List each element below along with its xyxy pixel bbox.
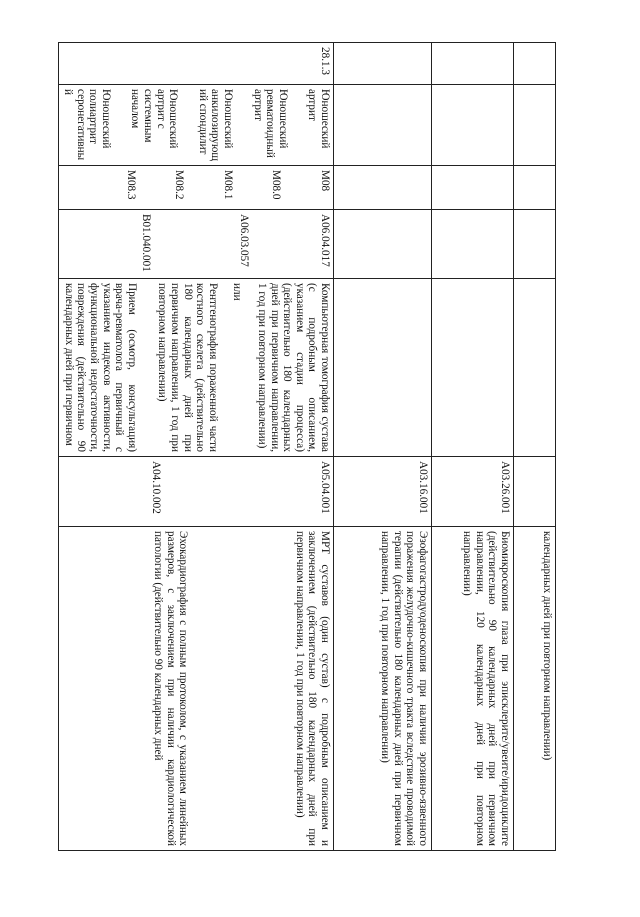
service-code-cell xyxy=(59,457,334,527)
research-text: Компьютерная томография сустава (с подробным описанием, указанием стадии процесса) (действительно 180 календарных дней при первичном направлении, 1 год при повторном направлении) xyxy=(256,283,331,452)
service-code: A05.04.001 xyxy=(319,461,331,514)
diagnosis-name: Юношеский артрит xyxy=(306,89,331,149)
diagnosis-name: Юношеский ревматоидный артрит xyxy=(251,89,289,158)
mkb-code: M08.1 xyxy=(221,170,234,200)
table-row xyxy=(59,43,334,851)
research-text: Рентгенография пораженной части костного скелета (действительно 180 календарных дней при первичном направлении, 1 год при повторном направлении) xyxy=(156,283,219,452)
table-row xyxy=(334,43,432,851)
research-text: Прием (осмотр, консультация) врача-ревматолога первичный с указанием индексов активности, функциональной недостаточности, повреждения (действительно 90 календарных дней при первичном xyxy=(62,283,138,452)
mkb-code: M08.2 xyxy=(173,170,186,200)
mkb-code: M08.0 xyxy=(270,170,283,200)
service-code: A04.10.002 xyxy=(150,461,163,514)
rotated-table-sheet xyxy=(62,42,556,850)
research-cell xyxy=(59,279,334,457)
diagnosis-cell xyxy=(59,85,334,166)
service-code: A03.16.001 xyxy=(334,457,432,527)
research-code-cell xyxy=(59,210,334,279)
research-code: A06.03.057 xyxy=(238,214,251,267)
service-text: Эхокардиография с полным протоколом, с указанием линейных размеров, с заключением при наличии кардиологической патологии (действительно 90 календарных дней xyxy=(152,531,190,846)
service-cell xyxy=(59,527,334,851)
mkb-code: M08.3 xyxy=(124,170,137,200)
research-or: или xyxy=(231,283,244,301)
service-text: МРТ суставов (один сустав) с подробным описанием и заключением (действительно 180 календарных дней при первичном направлении, 1 год при повторном направлении) xyxy=(293,531,331,846)
diagnosis-name: Юношеский артрит с системным началом xyxy=(129,89,180,149)
mkb-cell xyxy=(59,166,334,210)
research-code: A06.04.017 xyxy=(319,214,331,267)
table-row xyxy=(514,43,556,851)
service-text: календарных дней при повторном направлении) xyxy=(514,527,556,851)
diagnosis-name: Юношеский полиартрит серонегативный xyxy=(62,89,112,161)
research-code: B01.040.001 xyxy=(139,214,152,272)
table-row xyxy=(432,43,514,851)
service-code: A03.26.001 xyxy=(432,457,514,527)
services-table xyxy=(59,42,557,851)
service-text: Биомикроскопия глаза при эписклерите/увеите/иридоциклите (действительно 90 календарных дней при первичном направлении, 120 календарных дней при повторном направлении) xyxy=(432,527,514,851)
diagnosis-name: Юношеский анкилозирующий спондилит xyxy=(196,89,235,161)
service-text: Эзофагогастродуоденоскопия при наличии эрозивно-язвенного поражения желудочно-кишечного тракта вследствие проводимой терапии (действительно 180 календарных дней при первичном направлении, 1 год при повторном направлении) xyxy=(334,527,432,851)
mkb-code: M08 xyxy=(319,170,331,192)
row-number: 28.1.3 xyxy=(59,43,334,85)
document-page xyxy=(62,42,556,850)
